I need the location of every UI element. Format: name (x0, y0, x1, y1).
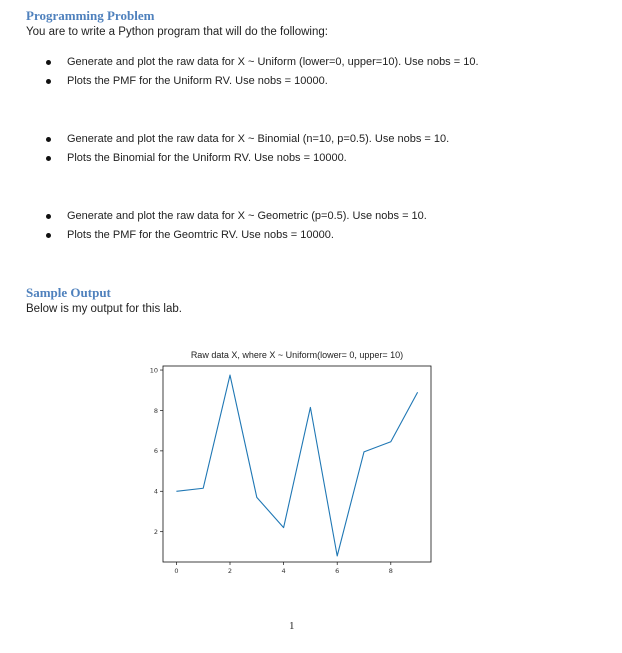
list-item-text: Generate and plot the raw data for X ~ Uniform (lower=0, upper=10). Use nobs = 10. (67, 56, 479, 68)
y-tick-label: 8 (153, 406, 158, 415)
bullet-list-binomial (44, 130, 449, 168)
list-item-text: Generate and plot the raw data for X ~ Geometric (p=0.5). Use nobs = 10. (67, 210, 427, 222)
series-line (176, 375, 417, 556)
axis-ticks (150, 366, 393, 575)
list-item-text: Plots the PMF for the Uniform RV. Use nobs = 10000. (67, 75, 328, 87)
data-point (416, 391, 418, 393)
x-tick-label: 2 (227, 567, 233, 575)
x-tick-label: 6 (335, 567, 340, 575)
list-item (44, 53, 479, 72)
plot-frame (163, 366, 431, 562)
list-item (44, 226, 427, 245)
bullet-icon (46, 60, 51, 65)
problem-heading: Programming Problem (26, 8, 155, 23)
bullet-icon (46, 156, 51, 161)
data-point (390, 441, 392, 443)
bullet-list-uniform (44, 53, 479, 91)
data-point (202, 487, 204, 489)
data-point (229, 374, 231, 376)
data-point (363, 451, 365, 453)
y-tick-label: 10 (149, 366, 158, 375)
y-tick-label: 2 (153, 527, 158, 536)
page-number: 1 (289, 620, 295, 632)
list-item-text: Plots the Binomial for the Uniform RV. Use nobs = 10000. (67, 152, 347, 164)
x-tick-label: 0 (174, 567, 179, 575)
bullet-icon (46, 233, 51, 238)
list-item (44, 149, 449, 168)
data-point (282, 526, 284, 528)
bullet-icon (46, 137, 51, 142)
x-tick-label: 8 (388, 567, 393, 575)
data-point (175, 490, 177, 492)
bullet-icon (46, 79, 51, 84)
sample-heading: Sample Output (26, 285, 111, 300)
sample-intro: Below is my output for this lab. (26, 303, 182, 315)
list-item (44, 72, 479, 91)
problem-intro: You are to write a Python program that will do the following: (26, 26, 328, 38)
raw-data-line-chart (133, 344, 443, 584)
list-item-text: Plots the PMF for the Geomtric RV. Use nobs = 10000. (67, 229, 334, 241)
list-item-text: Generate and plot the raw data for X ~ Binomial (n=10, p=0.5). Use nobs = 10. (67, 133, 450, 145)
data-point (336, 555, 338, 557)
data-point (256, 496, 258, 498)
y-tick-label: 4 (153, 487, 158, 496)
bullet-icon (46, 214, 51, 219)
bullet-list-geometric (44, 207, 427, 245)
data-point (309, 406, 311, 408)
chart-title: Raw data X, where X ~ Uniform(lower= 0, upper= 10) (190, 350, 404, 360)
x-tick-label: 4 (281, 567, 286, 575)
list-item (44, 207, 427, 226)
list-item (44, 130, 449, 149)
y-tick-label: 6 (153, 447, 158, 456)
